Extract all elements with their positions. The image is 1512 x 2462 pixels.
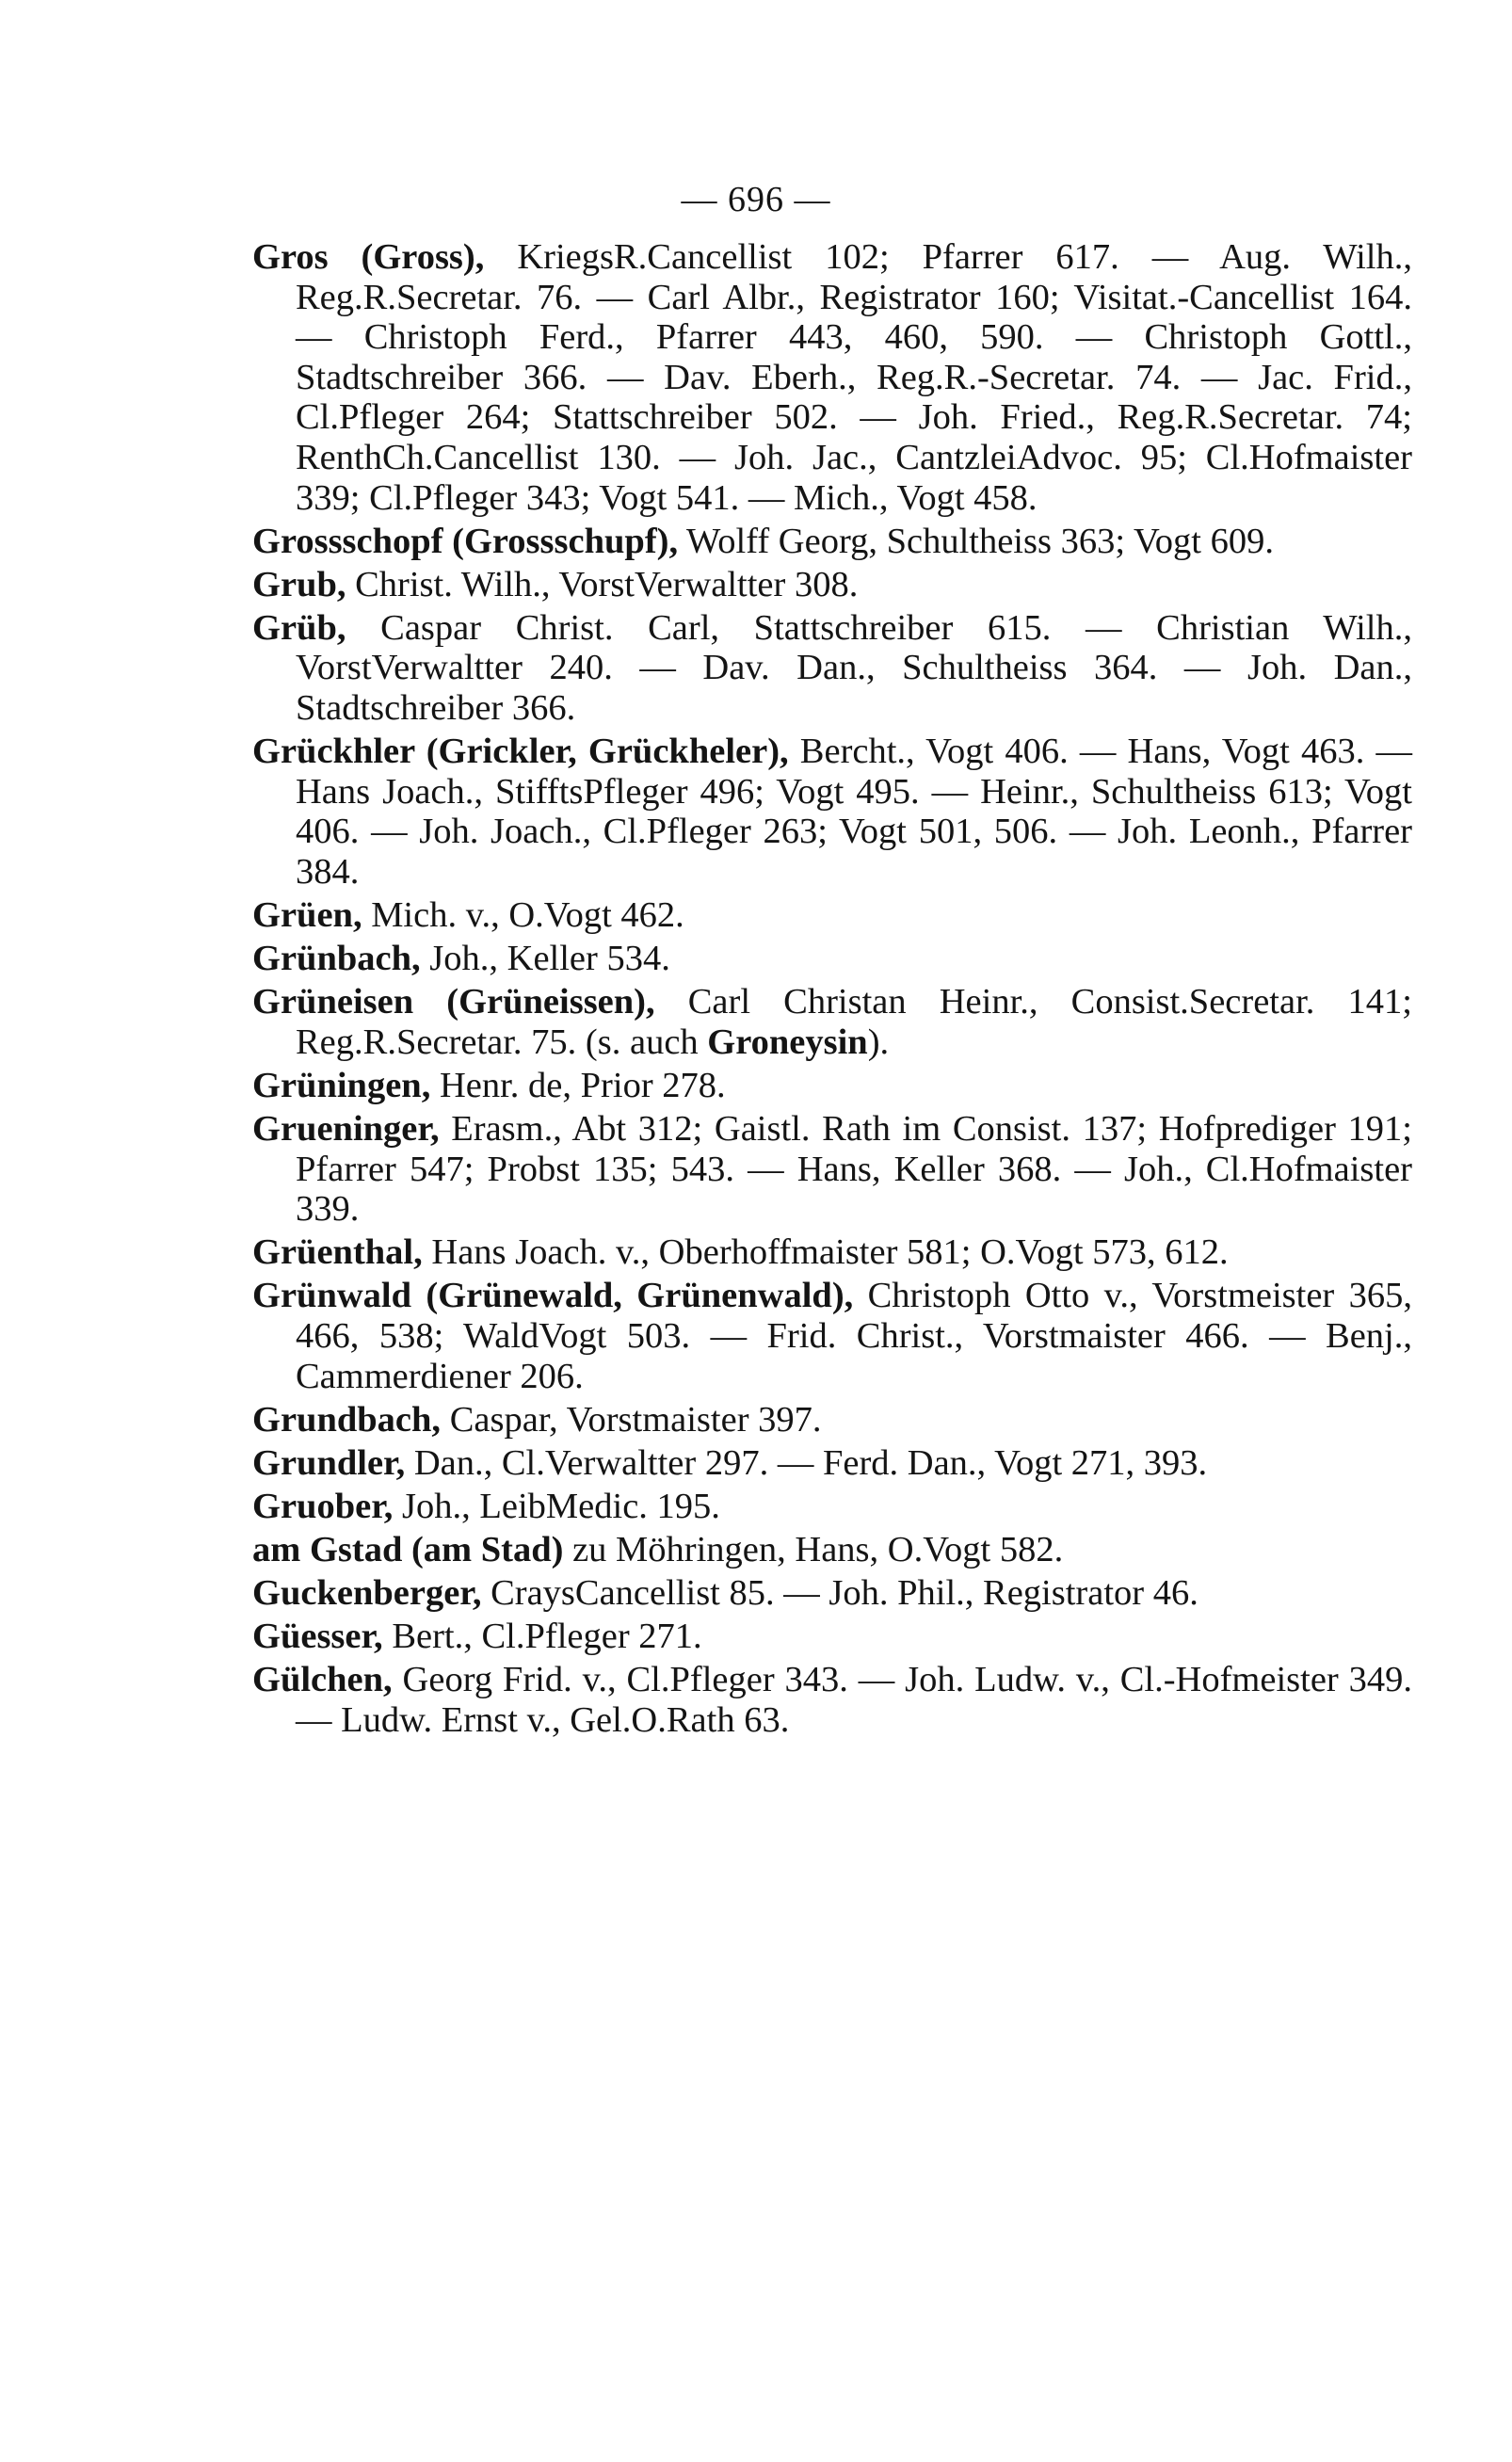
entry-name: Grückhler (Grickler, Grückheler), (252, 732, 789, 772)
entry-text: Henr. de, Prior 278. (430, 1065, 726, 1105)
register-entry (252, 1066, 1412, 1106)
entry-name: Grub, (252, 564, 346, 604)
entry-text: Mich. v., O.Vogt 462. (362, 895, 684, 935)
entry-name: Guckenberger, (252, 1573, 482, 1613)
register-entry (252, 1232, 1412, 1273)
entry-name: Grueninger, (252, 1108, 440, 1149)
entry-text: Dan., Cl.Verwaltter 297. — Ferd. Dan., Vogt 271, 393. (405, 1442, 1208, 1483)
entry-name: Gruober, (252, 1486, 394, 1526)
register-entry (252, 1573, 1412, 1614)
entry-text: zu Möhringen, Hans, O.Vogt 582. (563, 1529, 1064, 1569)
register-entry (252, 565, 1412, 605)
entry-text: Carl Christan Heinr., Consist.Secretar. 141; Reg.R.Secretar. 75. (s. auch (296, 982, 1412, 1062)
entry-name: am Gstad (am Stad) (252, 1529, 564, 1569)
entry-text: Hans Joach. v., Oberhoffmaister 581; O.Vogt 573, 612. (422, 1232, 1229, 1273)
name-register (252, 237, 1412, 1744)
entry-name: Grünwald (Grünewald, Grünenwald), (252, 1276, 854, 1316)
entry-text: Bercht., Vogt 406. — Hans, Vogt 463. — Hans Joach., StifftsPfleger 496; Vogt 495. — Heinr., Schultheiss 613; Vogt 406. — Joh. Joach., Cl.Pfleger 263; Vogt 501, 506. — Joh. Leonh., Pfarrer 384. (296, 732, 1412, 892)
register-entry (252, 522, 1412, 562)
entry-text: Bert., Cl.Pfleger 271. (382, 1617, 702, 1657)
register-entry (252, 1660, 1412, 1740)
entry-name: Grüenthal, (252, 1232, 423, 1273)
entry-name: Grüb, (252, 607, 346, 648)
register-entry (252, 1487, 1412, 1527)
cross-reference: Groneysin (707, 1022, 868, 1062)
entry-name: Grüen, (252, 895, 362, 935)
entry-name: Grüneisen (Grüneissen), (252, 982, 655, 1022)
register-entry (252, 1400, 1412, 1440)
entry-name: Güesser, (252, 1617, 383, 1657)
entry-text-tail: ). (867, 1022, 890, 1062)
entry-text: Christoph Otto v., Vorstmeister 365, 466, 538; WaldVogt 503. — Frid. Christ., Vorstmaister 466. — Benj., Cammerdiener 206. (296, 1276, 1412, 1396)
register-entry (252, 237, 1412, 518)
entry-name: Grundler, (252, 1442, 406, 1483)
entry-text: Erasm., Abt 312; Gaistl. Rath im Consist. 137; Hofprediger 191; Pfarrer 547; Probst 135; 543. — Hans, Keller 368. — Joh., Cl.Hofmaister 339. (296, 1108, 1412, 1230)
register-entry (252, 1109, 1412, 1230)
register-entry (252, 732, 1412, 892)
entry-name: Grüningen, (252, 1065, 431, 1105)
entry-name: Gros (Gross), (252, 237, 485, 277)
register-entry (252, 1276, 1412, 1396)
entry-text: Caspar Christ. Carl, Stattschreiber 615. — Christian Wilh., VorstVerwaltter 240. — Dav. Dan., Schultheiss 364. — Joh. Dan., Stadtschreiber 366. (296, 607, 1412, 729)
entry-text: CraysCancellist 85. — Joh. Phil., Registrator 46. (481, 1573, 1198, 1613)
register-entry (252, 1617, 1412, 1657)
entry-name: Grundbach, (252, 1399, 442, 1440)
register-entry (252, 1443, 1412, 1484)
entry-name: Gülchen, (252, 1660, 393, 1700)
register-entry (252, 982, 1412, 1062)
page-number: — 696 — (681, 180, 831, 219)
register-entry (252, 608, 1412, 729)
entry-text: Joh., Keller 534. (420, 939, 670, 979)
entry-text: Christ. Wilh., VorstVerwaltter 308. (346, 564, 859, 604)
entry-text: Joh., LeibMedic. 195. (393, 1486, 720, 1526)
register-entry (252, 1530, 1412, 1570)
entry-name: Grünbach, (252, 939, 421, 979)
register-entry (252, 939, 1412, 979)
entry-text: Wolff Georg, Schultheiss 363; Vogt 609. (678, 521, 1274, 561)
entry-text: Caspar, Vorstmaister 397. (441, 1399, 822, 1440)
entry-text: KriegsR.Cancellist 102; Pfarrer 617. — Aug. Wilh., Reg.R.Secretar. 76. — Carl Albr., Registrator 160; Visitat.-Cancellist 164. — Christoph Ferd., Pfarrer 443, 460, 590. — Christoph Gottl., Stadtschreiber 366. — Dav. Eberh., Reg.R.-Secretar. 74. — Jac. Frid., Cl.Pfleger 264; Stattschreiber 502. — Joh. Fried., Reg.R.Secretar. 74; RenthCh.Cancellist 130. — Joh. Jac., CantzleiAdvoc. 95; Cl.Hofmaister 339; Cl.Pfleger 343; Vogt 541. — Mich., Vogt 458. (296, 237, 1412, 518)
entry-name: Grossschopf (Grossschupf), (252, 521, 679, 561)
entry-text: Georg Frid. v., Cl.Pfleger 343. — Joh. Ludw. v., Cl.-Hofmeister 349. — Ludw. Ernst v., Gel.O.Rath 63. (296, 1660, 1412, 1740)
register-entry (252, 895, 1412, 936)
